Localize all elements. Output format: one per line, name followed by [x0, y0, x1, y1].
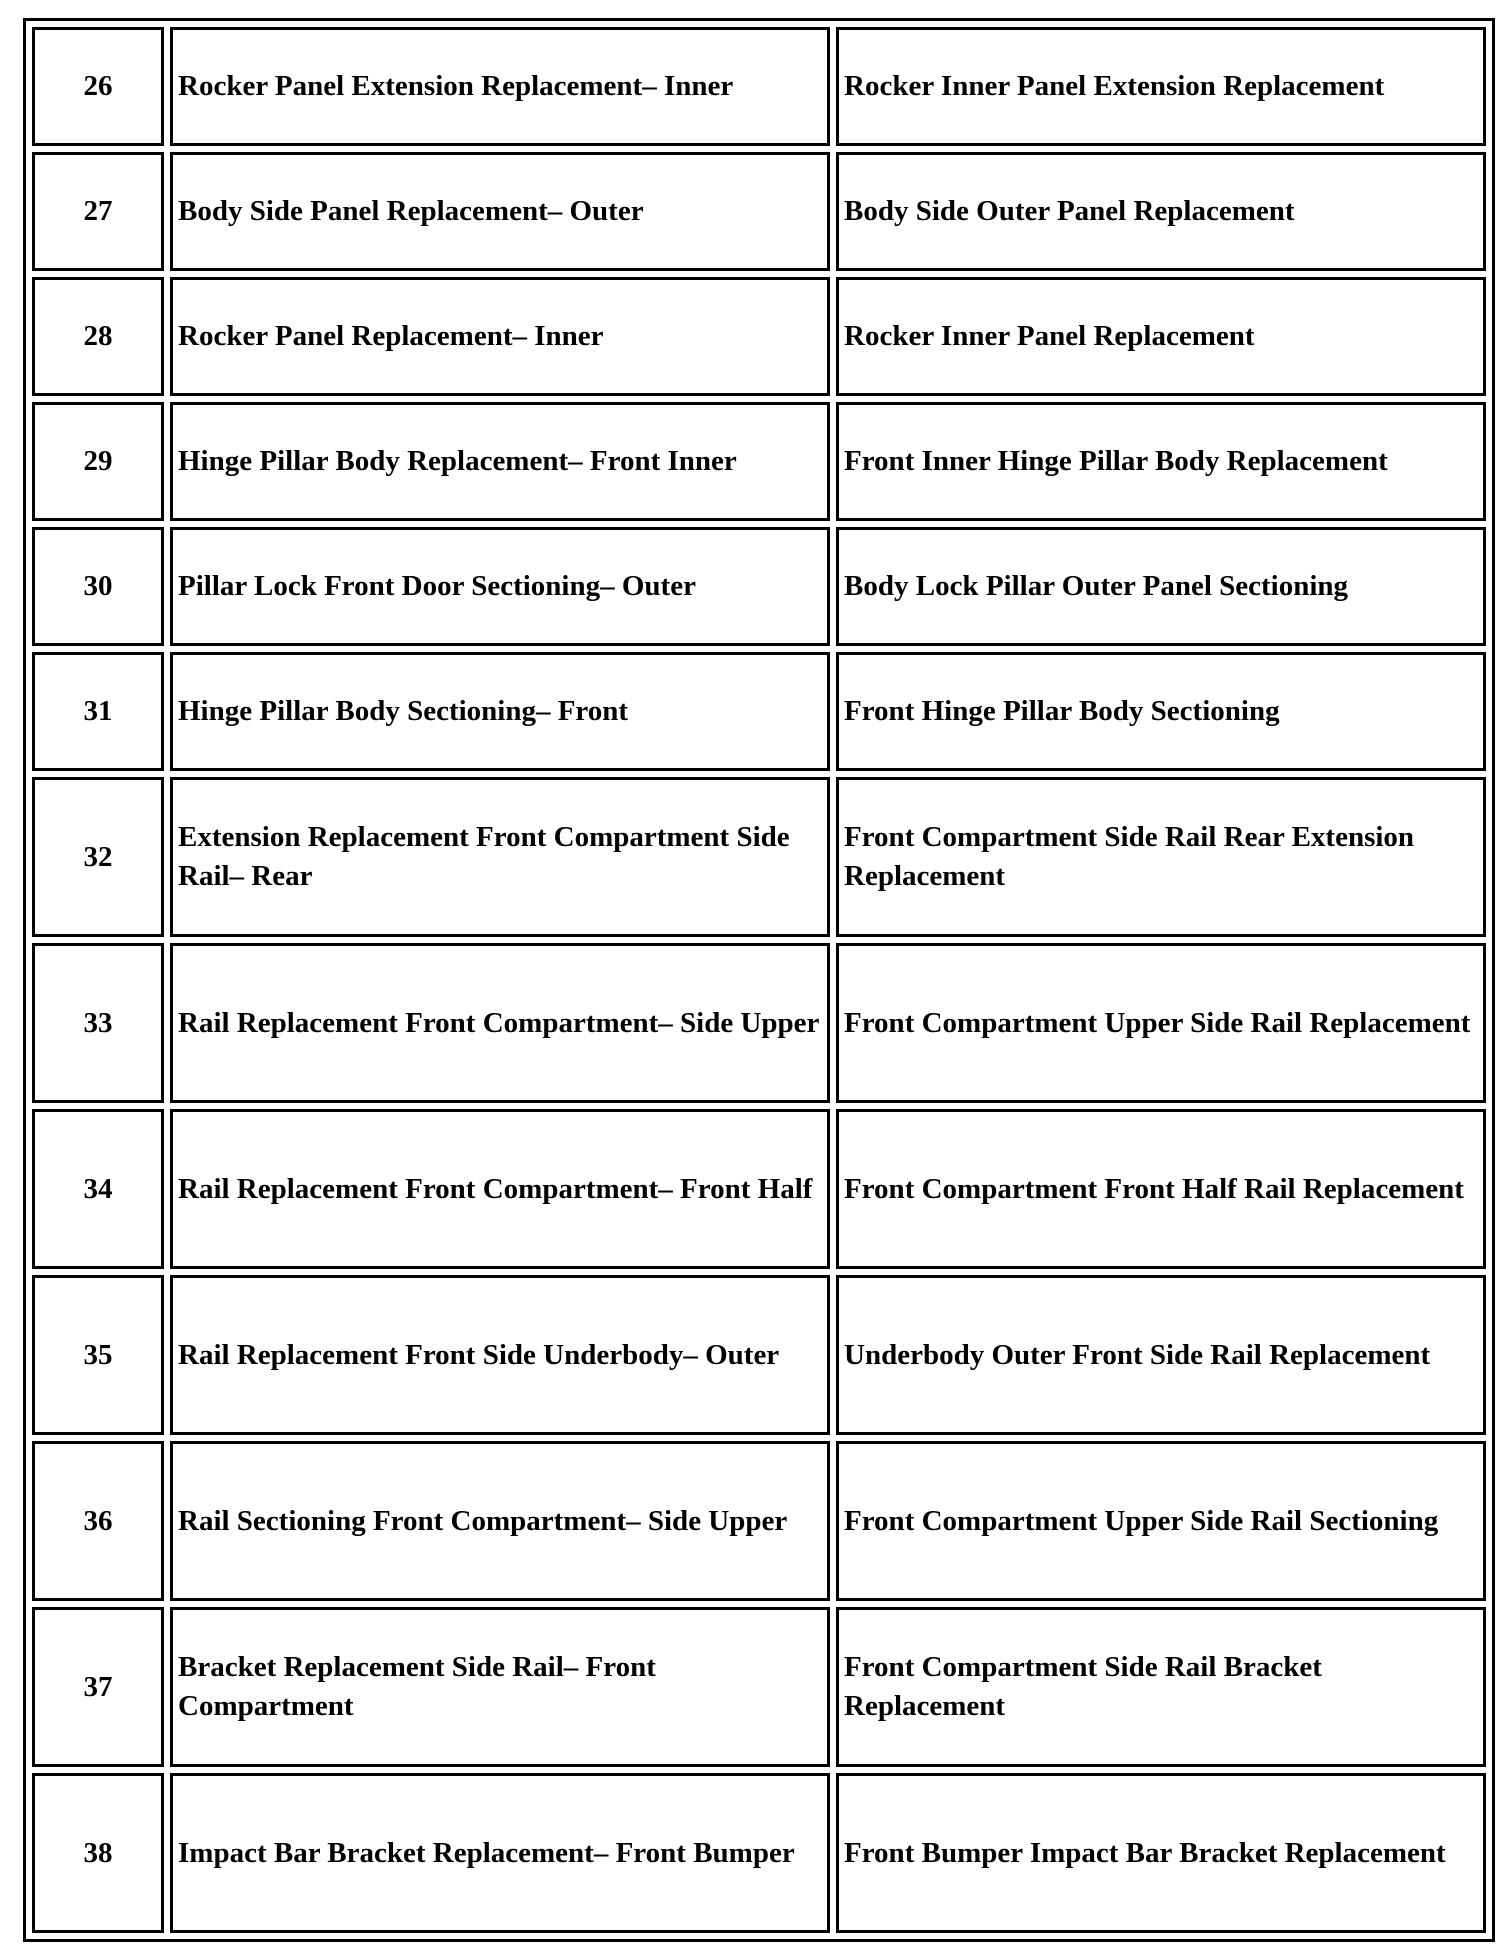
new-procedure-name: Front Compartment Side Rail Bracket Replacement: [836, 1607, 1486, 1767]
row-number: 26: [32, 27, 164, 146]
table-row: [32, 1441, 1486, 1601]
procedure-name-table: [23, 18, 1495, 1942]
new-procedure-name: Front Compartment Front Half Rail Replacement: [836, 1109, 1486, 1269]
new-procedure-name: Rocker Inner Panel Extension Replacement: [836, 27, 1486, 146]
row-number: 33: [32, 943, 164, 1103]
table-row: [32, 1607, 1486, 1767]
old-procedure-name: Body Side Panel Replacement– Outer: [170, 152, 830, 271]
old-procedure-name: Rocker Panel Extension Replacement– Inner: [170, 27, 830, 146]
old-procedure-name: Hinge Pillar Body Replacement– Front Inner: [170, 402, 830, 521]
new-procedure-name: Front Compartment Upper Side Rail Sectioning: [836, 1441, 1486, 1601]
old-procedure-name: Extension Replacement Front Compartment Side Rail– Rear: [170, 777, 830, 937]
row-number: 37: [32, 1607, 164, 1767]
row-number: 29: [32, 402, 164, 521]
new-procedure-name: Body Side Outer Panel Replacement: [836, 152, 1486, 271]
old-procedure-name: Rail Replacement Front Side Underbody– Outer: [170, 1275, 830, 1435]
row-number: 32: [32, 777, 164, 937]
row-number: 31: [32, 652, 164, 771]
old-procedure-name: Hinge Pillar Body Sectioning– Front: [170, 652, 830, 771]
table-row: [32, 777, 1486, 937]
new-procedure-name: Rocker Inner Panel Replacement: [836, 277, 1486, 396]
old-procedure-name: Rocker Panel Replacement– Inner: [170, 277, 830, 396]
table-row: [32, 1275, 1486, 1435]
old-procedure-name: Rail Sectioning Front Compartment– Side Upper: [170, 1441, 830, 1601]
table-row: [32, 652, 1486, 771]
table-row: [32, 152, 1486, 271]
table-row: [32, 527, 1486, 646]
old-procedure-name: Pillar Lock Front Door Sectioning– Outer: [170, 527, 830, 646]
table-row: [32, 27, 1486, 146]
old-procedure-name: Rail Replacement Front Compartment– Side Upper: [170, 943, 830, 1103]
new-procedure-name: Body Lock Pillar Outer Panel Sectioning: [836, 527, 1486, 646]
table-row: [32, 943, 1486, 1103]
new-procedure-name: Front Hinge Pillar Body Sectioning: [836, 652, 1486, 771]
row-number: 30: [32, 527, 164, 646]
new-procedure-name: Front Compartment Side Rail Rear Extension Replacement: [836, 777, 1486, 937]
table-row: [32, 402, 1486, 521]
new-procedure-name: Front Compartment Upper Side Rail Replacement: [836, 943, 1486, 1103]
row-number: 38: [32, 1773, 164, 1933]
table-row: [32, 1109, 1486, 1269]
old-procedure-name: Impact Bar Bracket Replacement– Front Bumper: [170, 1773, 830, 1933]
row-number: 34: [32, 1109, 164, 1269]
row-number: 27: [32, 152, 164, 271]
new-procedure-name: Underbody Outer Front Side Rail Replacement: [836, 1275, 1486, 1435]
new-procedure-name: Front Bumper Impact Bar Bracket Replacement: [836, 1773, 1486, 1933]
old-procedure-name: Rail Replacement Front Compartment– Front Half: [170, 1109, 830, 1269]
row-number: 28: [32, 277, 164, 396]
row-number: 35: [32, 1275, 164, 1435]
new-procedure-name: Front Inner Hinge Pillar Body Replacement: [836, 402, 1486, 521]
row-number: 36: [32, 1441, 164, 1601]
table-row: [32, 277, 1486, 396]
table-row: [32, 1773, 1486, 1933]
old-procedure-name: Bracket Replacement Side Rail– Front Compartment: [170, 1607, 830, 1767]
